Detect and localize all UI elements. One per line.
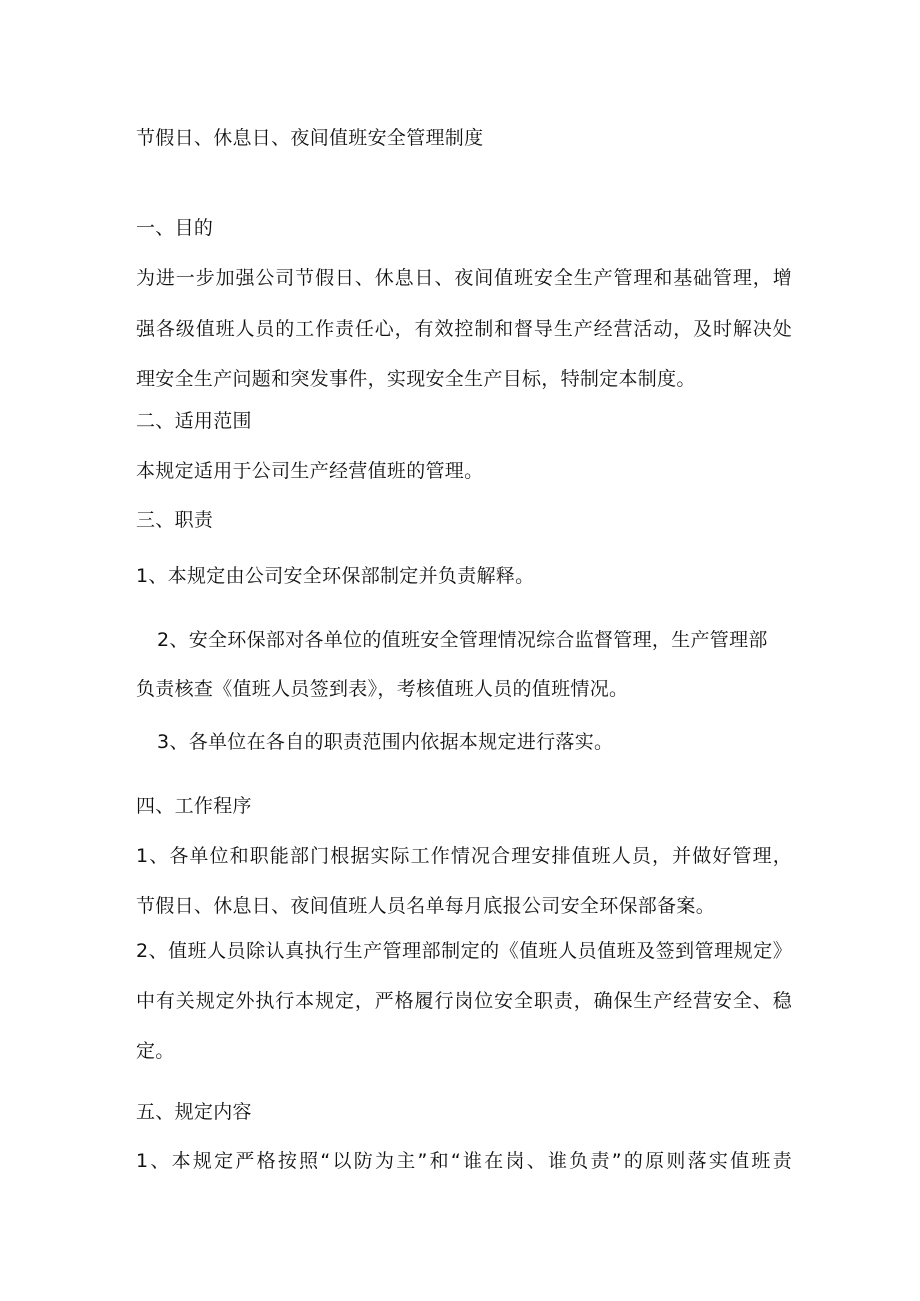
section-3-heading: 三、职责 — [136, 509, 214, 531]
section-1-heading: 一、目的 — [136, 217, 214, 239]
section-4-item-2-line-2: 中有关规定外执行本规定，严格履行岗位安全职责，确保生产经营安全、稳 — [136, 990, 792, 1012]
section-3-item-1: 1、本规定由公司安全环保部制定并负责解释。 — [136, 565, 535, 587]
section-4-item-2-line-1: 2、值班人员除认真执行生产管理部制定的《值班人员值班及签到管理规定》 — [136, 940, 792, 962]
section-1-paragraph-line-3: 理安全生产问题和突发事件，实现安全生产目标，特制定本制度。 — [136, 368, 696, 390]
section-4-heading: 四、工作程序 — [136, 795, 252, 817]
section-1-paragraph-line-1: 为进一步加强公司节假日、休息日、夜间值班安全生产管理和基础管理，增 — [136, 267, 792, 289]
section-2-heading: 二、适用范围 — [136, 410, 252, 432]
document-title: 节假日、休息日、夜间值班安全管理制度 — [136, 127, 484, 149]
section-5-heading: 五、规定内容 — [136, 1101, 252, 1123]
section-3-item-2-line-1: 2、安全环保部对各单位的值班安全管理情况综合监督管理，生产管理部 — [157, 629, 768, 651]
section-3-item-2-line-2: 负责核查《值班人员签到表》，考核值班人员的值班情况。 — [136, 678, 629, 700]
section-3-item-3: 3、各单位在各自的职责范围内依据本规定进行落实。 — [157, 731, 614, 753]
section-2-paragraph: 本规定适用于公司生产经营值班的管理。 — [136, 460, 484, 482]
section-1-paragraph-line-2: 强各级值班人员的工作责任心，有效控制和督导生产经营活动，及时解决处 — [136, 318, 792, 340]
section-4-item-2-line-3: 定。 — [136, 1040, 175, 1062]
section-4-item-1-line-2: 节假日、休息日、夜间值班人员名单每月底报公司安全环保部备案。 — [136, 895, 716, 917]
section-5-item-1-line-1: 1、本规定严格按照“以防为主”和“谁在岗、谁负责”的原则落实值班责 — [136, 1150, 792, 1172]
section-4-item-1-line-1: 1、各单位和职能部门根据实际工作情况合理安排值班人员，并做好管理， — [136, 845, 792, 867]
